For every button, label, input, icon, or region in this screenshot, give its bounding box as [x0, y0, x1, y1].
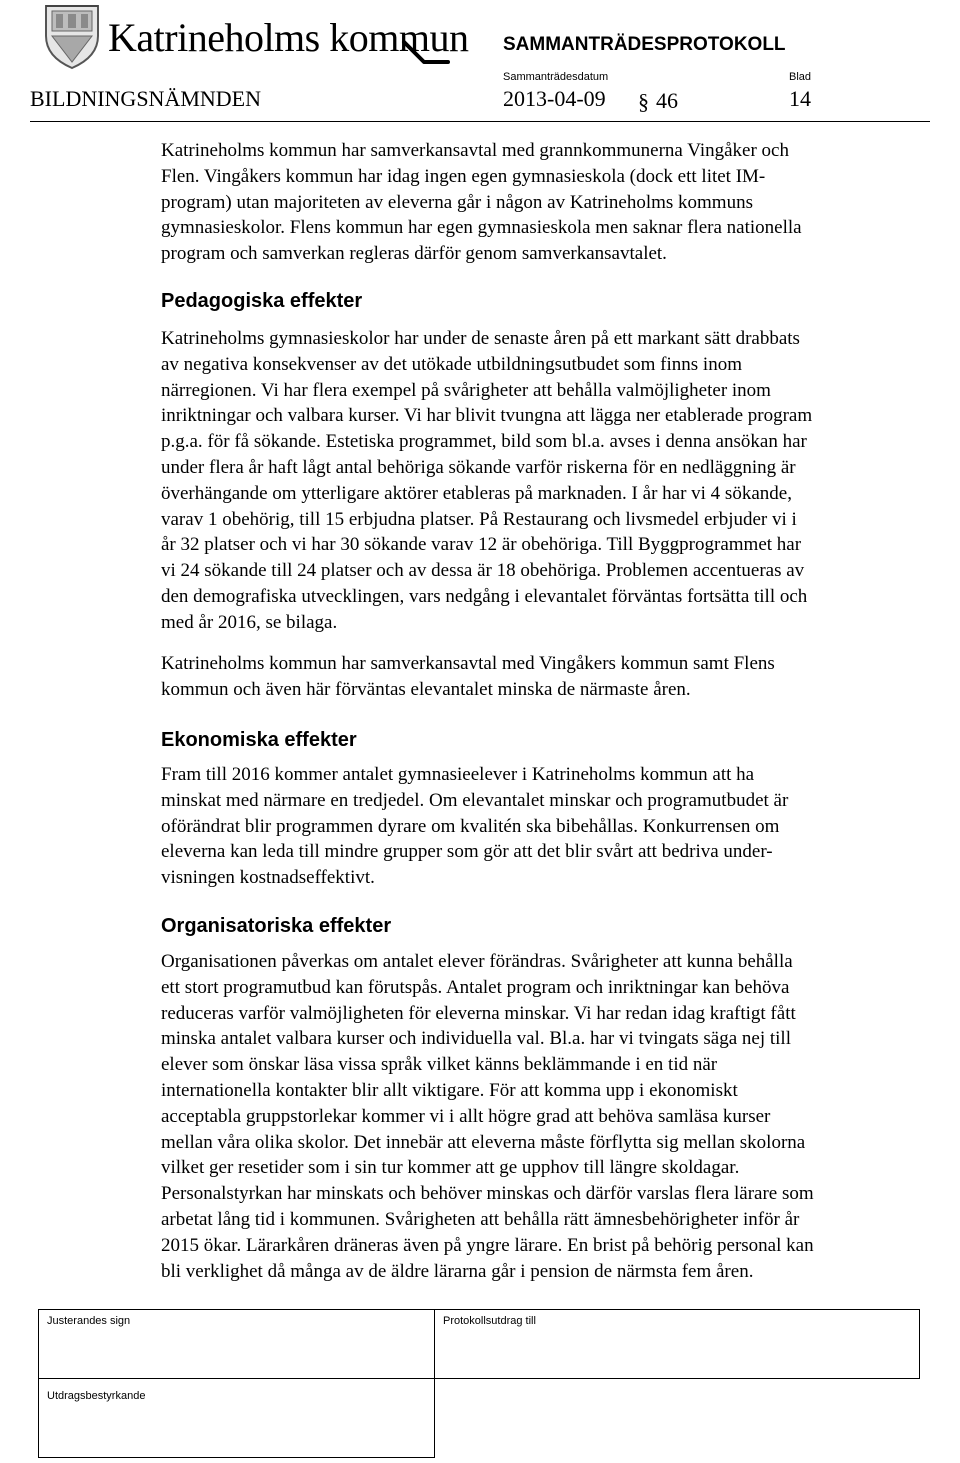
text-line: varav 1 obehörig, till 15 erbjudna platser. På Restaurang och livsmedel erbjuder vi i	[161, 508, 797, 530]
text-line: p.g.a. för få sökande. Estetiska programmet, bild som bl.a. avses i denna ansökan har	[161, 431, 807, 453]
text-line: program och samverkan regleras därför genom samverkansavtalet.	[161, 243, 667, 265]
committee-name: BILDNINGSNÄMNDEN	[30, 86, 261, 111]
text-line: elever som önskar läsa vissa språk vilket känns beklämmande i en tid när	[161, 1054, 718, 1076]
document-type: SAMMANTRÄDESPROTOKOLL	[503, 34, 786, 55]
intro-paragraph	[161, 138, 921, 267]
date-caption: Sammanträdesdatum	[503, 71, 609, 83]
text-line: kommun och även här förväntas elevantalet minska de närmaste åren.	[161, 678, 691, 700]
text-line: Katrineholms kommun har samverkansavtal med Vingåkers kommun samt Flens	[161, 653, 775, 674]
text-line: av negativa konsekvenser av det utökade utbildningsutbudet som finns inom	[161, 353, 742, 375]
utdragsbestyrkande-box	[38, 1378, 435, 1458]
text-line: mellan våra olika skolor. Det innebär att eleverna måste förflytta sig mellan skolorna	[161, 1131, 806, 1153]
org-name: Katrineholms kommun	[108, 15, 469, 60]
text-line: under flera år haft lågt antal behöriga sökande varför riskerna för en nedläggning är	[161, 456, 796, 478]
page-caption: Blad	[789, 71, 812, 83]
text-line: visningen kostnadseffektivt.	[161, 867, 375, 889]
protokollsutdrag-box	[434, 1309, 920, 1379]
text-line: eleverna kan leda till mindre grupper som gör att det blir svårt att bedriva under-	[161, 841, 773, 863]
text-line: reduceras varför valmöjligheten för eleverna minskar. Vi har redan idag kraftigt fått	[161, 1002, 796, 1024]
text-line: acceptabla gruppstorlekar kommer vi i allt högre grad att behöva samläsa kurser	[161, 1105, 771, 1127]
header-divider	[30, 121, 930, 122]
text-line: Personalstyrkan har minskats och behöver minskas och därför varslas flera lärare som	[161, 1183, 814, 1205]
text-line: oförändrat blir programmen dyrare om kvalitén ska bibehållas. Konkurrensen om	[161, 815, 780, 837]
text-line: med år 2016, se bilaga.	[161, 611, 338, 633]
text-line: Fram till 2016 kommer antalet gymnasieelever i Katrineholms kommun att ha	[161, 764, 755, 785]
utdragsbestyrkande-label: Utdragsbestyrkande	[47, 1390, 146, 1402]
justerandes-sign-label: Justerandes sign	[47, 1315, 131, 1327]
text-line: överhängande om ytterligare aktörer etableras på marknaden. I år har vi 4 sökande,	[161, 482, 792, 504]
section-number: 46	[656, 88, 678, 113]
section-heading-ekonomiska: Ekonomiska effekter	[161, 729, 357, 751]
text-line: Organisationen påverkas om antalet elever förändras. Svårigheter att kunna behålla	[161, 951, 793, 972]
text-line: internationella kontakter blir allt viktigare. För att komma upp i ekonomiskt	[161, 1079, 738, 1101]
text-line: arbetat lång tid i kommunen. Svårigheten att behålla rätt ämnesbehörigheter inför år	[161, 1208, 800, 1230]
protokollsutdrag-label: Protokollsutdrag till	[443, 1315, 536, 1327]
page-number: 14	[789, 86, 811, 111]
organisatoriska-paragraph	[161, 949, 921, 1284]
section-sign: §	[638, 89, 649, 114]
pedagogiska-paragraph-2	[161, 651, 921, 703]
text-line: vi 24 sökande till 24 platser och av dessa är 18 obehöriga. Problemen accentueras av	[161, 560, 805, 582]
text-line: vilket ger resetider som i sin tur kommer att ge upphov till längre skoldagar.	[161, 1157, 740, 1179]
text-line: program) utan majoriteten av eleverna går i någon av Katrineholms kommuns	[161, 191, 753, 213]
justerandes-sign-box	[38, 1309, 435, 1379]
text-line: gymnasieskolor. Flens kommun har egen gymnasieskola men saknar flera nationella	[161, 217, 802, 239]
pedagogiska-paragraph-1	[161, 326, 921, 636]
text-line: Katrineholms kommun har samverkansavtal med grannkommunerna Vingåker och	[161, 140, 789, 161]
text-line: 2015 ökar. Lärarkåren dräneras även på yngre lärare. En brist på behörig personal kan	[161, 1234, 814, 1256]
section-heading-pedagogiska: Pedagogiska effekter	[161, 290, 363, 312]
text-line: närregionen. Vi har flera exempel på svårigheter att behålla valmöjligheter inom	[161, 379, 771, 401]
ekonomiska-paragraph	[161, 762, 921, 891]
meeting-date: 2013-04-09	[503, 86, 606, 111]
text-line: den demografiska utvecklingen, vars nedgång i elevantalet förväntas fortsätta till och	[161, 585, 808, 607]
text-line: Katrineholms gymnasieskolor har under de senaste åren på ett markant sätt drabbats	[161, 328, 800, 349]
logo-swoosh-icon	[400, 36, 450, 66]
text-line: ett stort programutbud kan förutspås. Antalet program och inriktningar kan behöva	[161, 976, 790, 998]
text-line: inriktningar och valbara kurser. Vi har blivit tvungna att lägga ner etablerade program	[161, 405, 813, 427]
text-line: år 32 platser och vi har 30 sökande varav 12 är obehöriga. Till Byggprogrammet har	[161, 534, 802, 556]
text-line: Flen. Vingåkers kommun har idag ingen egen gymnasieskola (dock ett litet IM-	[161, 165, 766, 187]
text-line: bli verklighet då många av de äldre lärarna går i pension de närmsta fem åren.	[161, 1260, 754, 1282]
text-line: minskat med närmare en tredjedel. Om elevantalet minskar och programutbudet är	[161, 789, 789, 811]
coat-of-arms-icon	[42, 2, 102, 70]
text-line: minska antalet valbara kurser och individuella val. Bl.a. har vi tvingats säga nej till	[161, 1028, 791, 1050]
section-heading-organisatoriska: Organisatoriska effekter	[161, 915, 392, 937]
